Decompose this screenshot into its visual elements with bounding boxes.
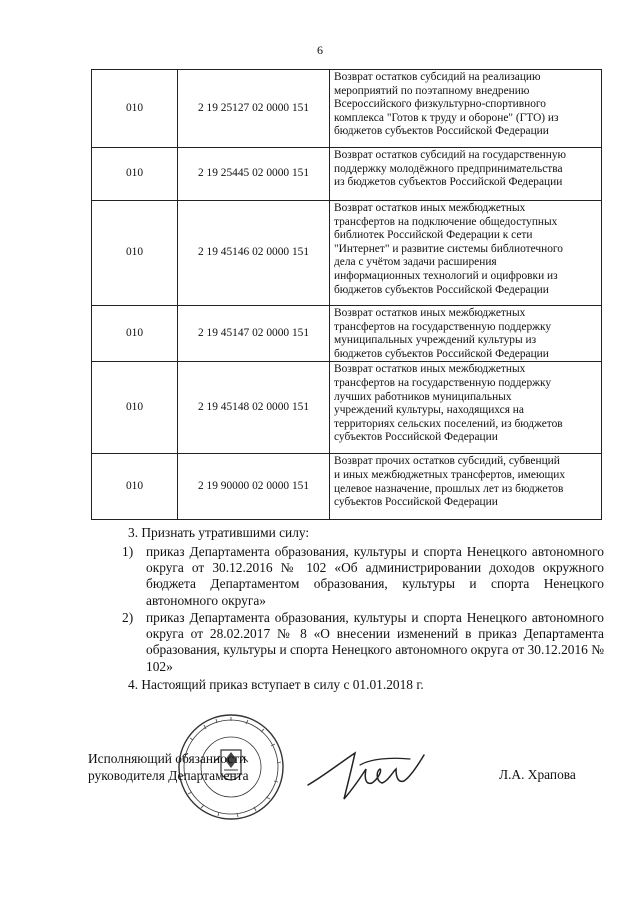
revenue-codes-table — [91, 69, 602, 520]
description-line: Возврат остатков иных межбюджетных — [334, 202, 526, 214]
table-row — [92, 70, 602, 148]
table-row — [92, 148, 602, 201]
list-number: 2) — [122, 610, 134, 625]
description-cell — [330, 148, 602, 201]
signer-title-line: Исполняющий обязанности — [88, 751, 247, 766]
description-line: субъектов Российской Федерации — [334, 496, 498, 509]
table-row — [92, 306, 602, 362]
item-3-heading: 3. Признать утратившими силу: — [128, 525, 310, 540]
list-text: приказ Департамента образования, культуры и спорта Ненецкого автономного округа от 30.12.2016 № 102 «Об администрировании доходов окружного бюджета Департаментом образования, культуры и спорта Ненецкого автономного округа» — [146, 544, 604, 608]
description-cell — [330, 70, 602, 148]
description-line: лучших работников муниципальных — [334, 390, 512, 403]
description-cell — [330, 201, 602, 306]
description-line: трансфертов на государственную поддержку — [334, 376, 552, 389]
admin-code-cell: 010 — [92, 148, 178, 201]
repealed-order-2 — [112, 610, 604, 675]
signer-name: Л.А. Храпова — [499, 767, 576, 782]
description-cell — [330, 362, 602, 454]
kbk-code-cell: 2 19 25445 02 0000 151 — [178, 148, 330, 201]
table-row — [92, 454, 602, 520]
description-line: бюджетов субъектов Российской Федерации — [334, 347, 549, 360]
admin-code-cell: 010 — [92, 201, 178, 306]
signer-title — [88, 751, 249, 784]
admin-code-cell: 010 — [92, 70, 178, 148]
description-line: целевое назначение, прошлых лет из бюджетов — [334, 482, 564, 495]
kbk-code-cell: 2 19 90000 02 0000 151 — [178, 454, 330, 520]
signer-title-line: руководителя Департамента — [88, 767, 249, 783]
admin-code-cell: 010 — [92, 362, 178, 454]
handwritten-signature — [300, 745, 440, 805]
description-line: трансфертов на государственную поддержку — [334, 320, 552, 333]
page-number: 6 — [317, 43, 323, 57]
description-line: Всероссийского физкультурно-спортивного — [334, 98, 546, 111]
kbk-code-cell: 2 19 25127 02 0000 151 — [178, 70, 330, 148]
description-line: субъектов Российской Федерации — [334, 431, 498, 444]
table-row — [92, 201, 602, 306]
admin-code-cell: 010 — [92, 454, 178, 520]
description-line: информационных технологий и оцифровки из — [334, 269, 558, 282]
list-text: приказ Департамента образования, культуры и спорта Ненецкого автономного округа от 28.02.2017 № 8 «О внесении изменений в приказ Департамента образования, культуры и спорта Ненецкого автономного округа от 30.12.2016 № 102» — [146, 610, 604, 674]
description-line: трансфертов на подключение общедоступных — [334, 215, 558, 228]
description-line: бюджетов субъектов Российской Федерации — [334, 125, 549, 138]
description-line: из бюджетов субъектов Российской Федерации — [334, 176, 563, 189]
description-cell — [330, 454, 602, 520]
description-line: мероприятий по поэтапному внедрению — [334, 84, 530, 97]
description-line: территориях сельских поселений, из бюджетов — [334, 417, 563, 430]
description-line: Возврат прочих остатков субсидий, субвенций — [334, 455, 560, 468]
item-4-effective-date: 4. Настоящий приказ вступает в силу с 01.01.2018 г. — [128, 677, 424, 692]
description-line: Возврат остатков субсидий на государственную — [334, 149, 567, 161]
description-line: учреждений культуры, находящихся на — [334, 404, 524, 417]
description-line: дела с учётом задачи расширения — [334, 256, 497, 269]
description-line: поддержку молодёжного предпринимательства — [334, 162, 563, 175]
kbk-code-cell: 2 19 45148 02 0000 151 — [178, 362, 330, 454]
description-line: Возврат остатков иных межбюджетных — [334, 307, 526, 319]
description-line: библиотек Российской Федерации к сети — [334, 229, 533, 242]
kbk-code-cell: 2 19 45147 02 0000 151 — [178, 306, 330, 362]
description-cell — [330, 306, 602, 362]
description-line: Возврат остатков субсидий на реализацию — [334, 71, 541, 83]
list-number: 1) — [122, 544, 134, 559]
description-line: муниципальных учреждений культуры из — [334, 334, 537, 347]
description-line: "Интернет" и развитие системы библиотечного — [334, 242, 564, 255]
admin-code-cell: 010 — [92, 306, 178, 362]
repealed-order-1 — [112, 544, 604, 609]
table-row — [92, 362, 602, 454]
description-line: комплекса "Готов к труду и обороне" (ГТО) из — [334, 111, 559, 124]
description-line: и иных межбюджетных трансфертов, имеющих — [334, 468, 566, 481]
description-line: бюджетов субъектов Российской Федерации — [334, 283, 549, 296]
description-line: Возврат остатков иных межбюджетных — [334, 363, 526, 376]
kbk-code-cell: 2 19 45146 02 0000 151 — [178, 201, 330, 306]
